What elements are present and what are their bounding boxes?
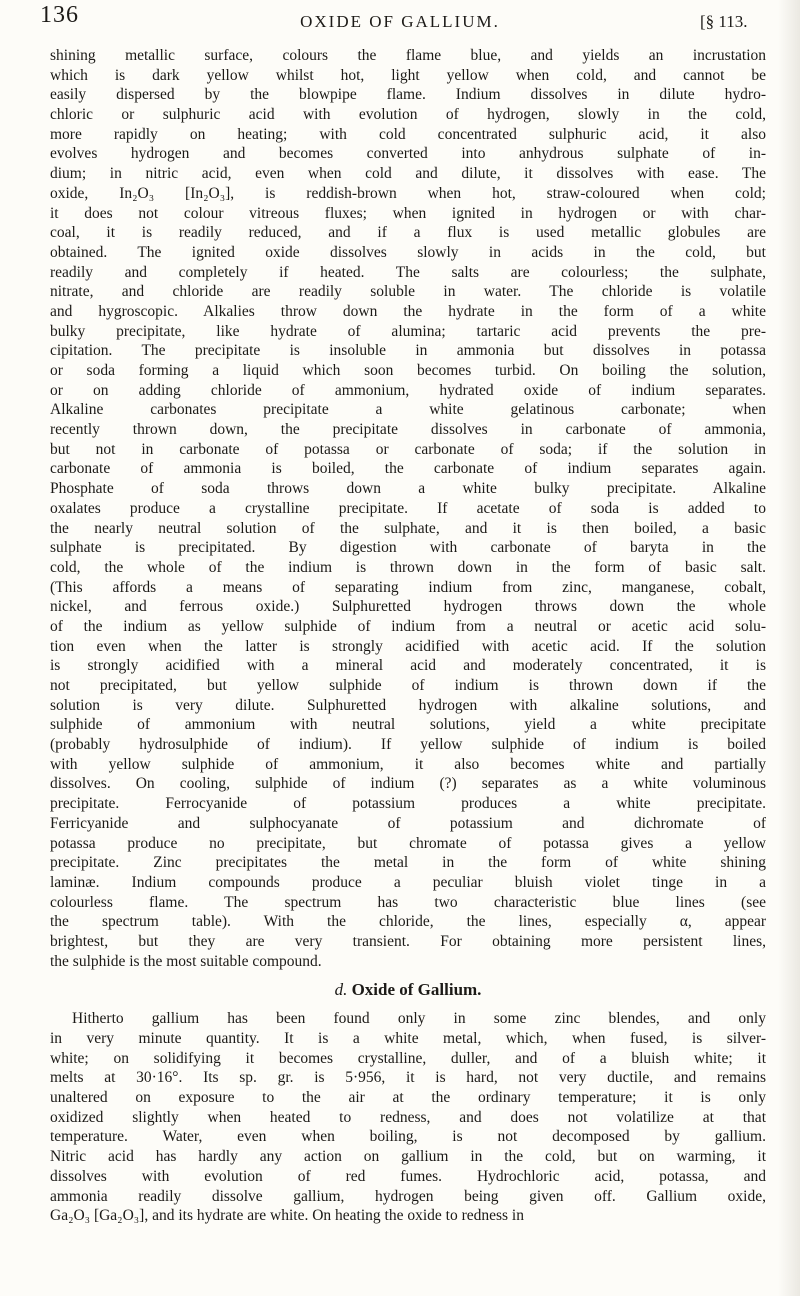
text-line: white; on solidifying it becomes crystalline, duller, and of a bluish white; it (50, 1049, 766, 1067)
text-line: solution is very dilute. Sulphuretted hydrogen with alkaline solutions, and (50, 696, 766, 714)
text-line: dium; in nitric acid, even when cold and dilute, it dissolves with ease. The (50, 165, 766, 183)
text-line: sulphide of ammonium with neutral solutions, yield a white precipitate (50, 716, 766, 734)
text-line: oxalates produce a crystalline precipitate. If acetate of soda is added to (50, 499, 766, 517)
text-line: nickel, and ferrous oxide.) Sulphuretted hydrogen throws down the whole (50, 598, 766, 616)
text-line: obtained. The ignited oxide dissolves slowly in acids in the cold, but (50, 243, 766, 261)
text-line: Alkaline carbonates precipitate a white gelatinous carbonate; when (50, 401, 766, 419)
text-line: temperature. Water, even when boiling, is not decomposed by gallium. (50, 1128, 766, 1146)
text-line: cipitation. The precipitate is insoluble in ammonia but dissolves in potassa (50, 342, 766, 360)
text-line: it does not colour vitreous fluxes; when ignited in hydrogen or with char- (50, 204, 766, 222)
text-line: more rapidly on heating; with cold concentrated sulphuric acid, it also (50, 125, 766, 143)
text-line: cold, the whole of the indium is thrown down in the form of basic salt. (50, 558, 766, 576)
text-line: is strongly acidified with a mineral acid and moderately concentrated, it is (50, 657, 766, 675)
text-line: (probably hydrosulphide of indium). If yellow sulphide of indium is boiled (50, 736, 766, 754)
text-line: carbonate of ammonia is boiled, the carbonate of indium separates again. (50, 460, 766, 478)
text-line: not precipitated, but yellow sulphide of indium is thrown down if the (50, 677, 766, 694)
page-number: 136 (40, 2, 79, 28)
text-line: and hygroscopic. Alkalies throw down the hydrate in the form of a white (50, 302, 766, 320)
text-line: with yellow sulphide of ammonium, it also becomes white and partially (50, 755, 766, 773)
text-line: Nitric acid has hardly any action on gallium in the cold, but on warming, it (50, 1148, 766, 1166)
text-line: bulky precipitate, like hydrate of alumina; tartaric acid prevents the pre- (50, 322, 766, 340)
indium-paragraph (50, 46, 766, 971)
text-line: the spectrum table). With the chloride, the lines, especially α, appear (50, 913, 766, 931)
text-line: but not in carbonate of potassa or carbonate of soda; if the solution in (50, 440, 766, 458)
text-line: chloric or sulphuric acid with evolution of hydrogen, slowly in the cold, (50, 106, 766, 124)
text-line: or on adding chloride of ammonium, hydrated oxide of indium separates. (50, 381, 766, 399)
text-line: Ferricyanide and sulphocyanate of potassium and dichromate of (50, 814, 766, 832)
text-line: tion even when the latter is strongly acidified with acetic acid. If the solution (50, 637, 766, 655)
text-line: coal, it is readily reduced, and if a flux is used metallic globules are (50, 224, 766, 242)
text-line: colourless flame. The spectrum has two characteristic blue lines (see (50, 893, 766, 911)
running-title: OXIDE OF GALLIUM. (300, 12, 500, 31)
text-line: precipitate. Ferrocyanide of potassium produces a white precipitate. (50, 795, 766, 813)
text-line: (This affords a means of separating indium from zinc, manganese, cobalt, (50, 578, 766, 596)
text-line: which is dark yellow whilst hot, light yellow when cold, and cannot be (50, 66, 766, 84)
text-line: easily dispersed by the blowpipe flame. Indium dissolves in dilute hydro- (50, 86, 766, 104)
text-line: recently thrown down, the precipitate dissolves in carbonate of ammonia, (50, 421, 766, 439)
text-line: or soda forming a liquid which soon becomes turbid. On boiling the solution, (50, 362, 766, 379)
text-line: precipitate. Zinc precipitates the metal in the form of white shining (50, 854, 766, 872)
text-line: evolves hydrogen and becomes converted into anhydrous sulphate of in- (50, 145, 766, 163)
text-line: readily and completely if heated. The salts are colourless; the sulphate, (50, 263, 766, 281)
gallium-paragraph (50, 1009, 766, 1226)
text-line: Ga₂O₃ [Ga₂O₃], and its hydrate are white. On heating the oxide to redness in (50, 1207, 524, 1225)
text-line: melts at 30·16°. Its sp. gr. is 5·956, it is hard, not very ductile, and remains (50, 1069, 766, 1087)
page-header (0, 0, 800, 44)
text-line: of the indium as yellow sulphide of indium from a neutral or acetic acid solu- (50, 617, 766, 635)
text-line: sulphate is precipitated. By digestion with carbonate of baryta in the (50, 539, 766, 557)
text-line: unaltered on exposure to the air at the ordinary temperature; it is only (50, 1089, 766, 1107)
section-title: Oxide of Gallium. (351, 980, 482, 1000)
page-edge-shadow (778, 0, 800, 1296)
text-line: the nearly neutral solution of the sulphate, and it is then boiled, a basic (50, 519, 766, 537)
text-line: Hitherto gallium has been found only in some zinc blendes, and only (72, 1010, 766, 1028)
text-line: in very minute quantity. It is a white metal, which, when fused, is silver- (50, 1030, 766, 1047)
text-line: dissolves with evolution of red fumes. Hydrochloric acid, potassa, and (50, 1167, 766, 1185)
text-line: oxidized slightly when heated to redness, and does not volatilize at that (50, 1108, 766, 1126)
text-line: brightest, but they are very transient. For obtaining more persistent lines, (50, 932, 766, 950)
text-line: ammonia readily dissolve gallium, hydrogen being given off. Gallium oxide, (50, 1187, 766, 1205)
text-line: the sulphide is the most suitable compound. (50, 952, 322, 970)
text-line: shining metallic surface, colours the flame blue, and yields an incrustation (50, 47, 766, 64)
text-line: potassa produce no precipitate, but chromate of potassa gives a yellow (50, 834, 766, 852)
text-line: dissolves. On cooling, sulphide of indium (?) separates as a white voluminous (50, 775, 766, 793)
section-letter: d. (334, 980, 348, 1000)
text-line: oxide, In₂O₃ [In₂O₃], is reddish-brown when hot, straw-coloured when cold; (50, 184, 766, 202)
text-line: laminæ. Indium compounds produce a peculiar bluish violet tinge in a (50, 873, 766, 891)
section-reference: [§ 113. (700, 12, 748, 31)
body-text (50, 46, 766, 1226)
text-line: Phosphate of soda throws down a white bulky precipitate. Alkaline (50, 480, 766, 498)
section-heading (50, 971, 766, 1009)
text-line: nitrate, and chloride are readily soluble in water. The chloride is volatile (50, 283, 766, 301)
